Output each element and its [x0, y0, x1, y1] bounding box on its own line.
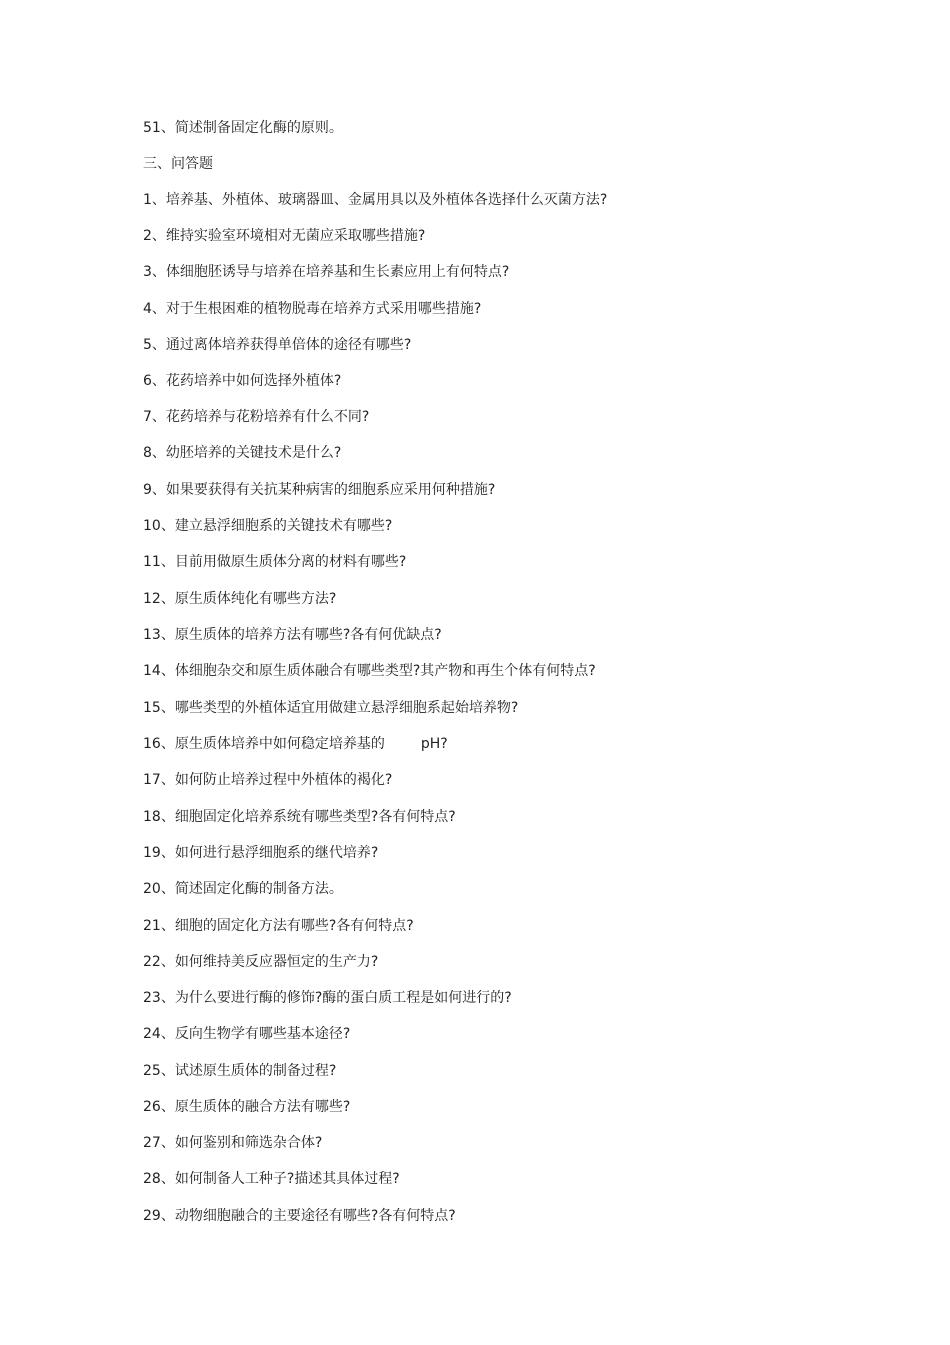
question-24: 24、反向生物学有哪些基本途径? — [143, 1026, 351, 1042]
question-7: 7、花药培养与花粉培养有什么不同? — [143, 409, 370, 425]
question-21: 21、细胞的固定化方法有哪些?各有何特点? — [143, 918, 414, 934]
section-heading: 三、问答题 — [143, 156, 213, 172]
question-8: 8、幼胚培养的关键技术是什么? — [143, 445, 342, 461]
question-26: 26、原生质体的融合方法有哪些? — [143, 1099, 351, 1115]
question-16 — [143, 735, 448, 753]
question-28: 28、如何制备人工种子?描述其具体过程? — [143, 1171, 400, 1187]
question-2: 2、维持实验室环境相对无菌应采取哪些措施? — [143, 228, 426, 244]
item-51: 51、简述制备固定化酶的原则。 — [143, 120, 343, 136]
question-15: 15、哪些类型的外植体适宜用做建立悬浮细胞系起始培养物? — [143, 700, 519, 716]
question-17: 17、如何防止培养过程中外植体的褐化? — [143, 772, 393, 788]
question-11: 11、目前用做原生质体分离的材料有哪些? — [143, 554, 407, 570]
question-9: 9、如果要获得有关抗某种病害的细胞系应采用何种措施? — [143, 482, 496, 498]
question-16-text: 16、原生质体培养中如何稳定培养基的 — [143, 736, 385, 752]
question-3: 3、体细胞胚诱导与培养在培养基和生长素应用上有何特点? — [143, 264, 510, 280]
question-18: 18、细胞固定化培养系统有哪些类型?各有何特点? — [143, 809, 456, 825]
question-13: 13、原生质体的培养方法有哪些?各有何优缺点? — [143, 627, 442, 643]
question-23: 23、为什么要进行酶的修饰?酶的蛋白质工程是如何进行的? — [143, 990, 512, 1006]
question-5: 5、通过离体培养获得单倍体的途径有哪些? — [143, 337, 412, 353]
question-19: 19、如何进行悬浮细胞系的继代培养? — [143, 845, 379, 861]
question-1: 1、培养基、外植体、玻璃器皿、金属用具以及外植体各选择什么灭菌方法? — [143, 192, 608, 208]
question-22: 22、如何维持美反应器恒定的生产力? — [143, 954, 379, 970]
question-12: 12、原生质体纯化有哪些方法? — [143, 591, 337, 607]
question-4: 4、对于生根困难的植物脱毒在培养方式采用哪些措施? — [143, 301, 482, 317]
question-20: 20、简述固定化酶的制备方法。 — [143, 881, 343, 897]
question-10: 10、建立悬浮细胞系的关键技术有哪些? — [143, 518, 393, 534]
question-14: 14、体细胞杂交和原生质体融合有哪些类型?其产物和再生个体有何特点? — [143, 663, 596, 679]
question-6: 6、花药培养中如何选择外植体? — [143, 373, 342, 389]
question-27: 27、如何鉴别和筛选杂合体? — [143, 1135, 323, 1151]
question-25: 25、试述原生质体的制备过程? — [143, 1063, 337, 1079]
question-16-ph: pH? — [420, 736, 448, 752]
question-29: 29、动物细胞融合的主要途径有哪些?各有何特点? — [143, 1208, 456, 1224]
